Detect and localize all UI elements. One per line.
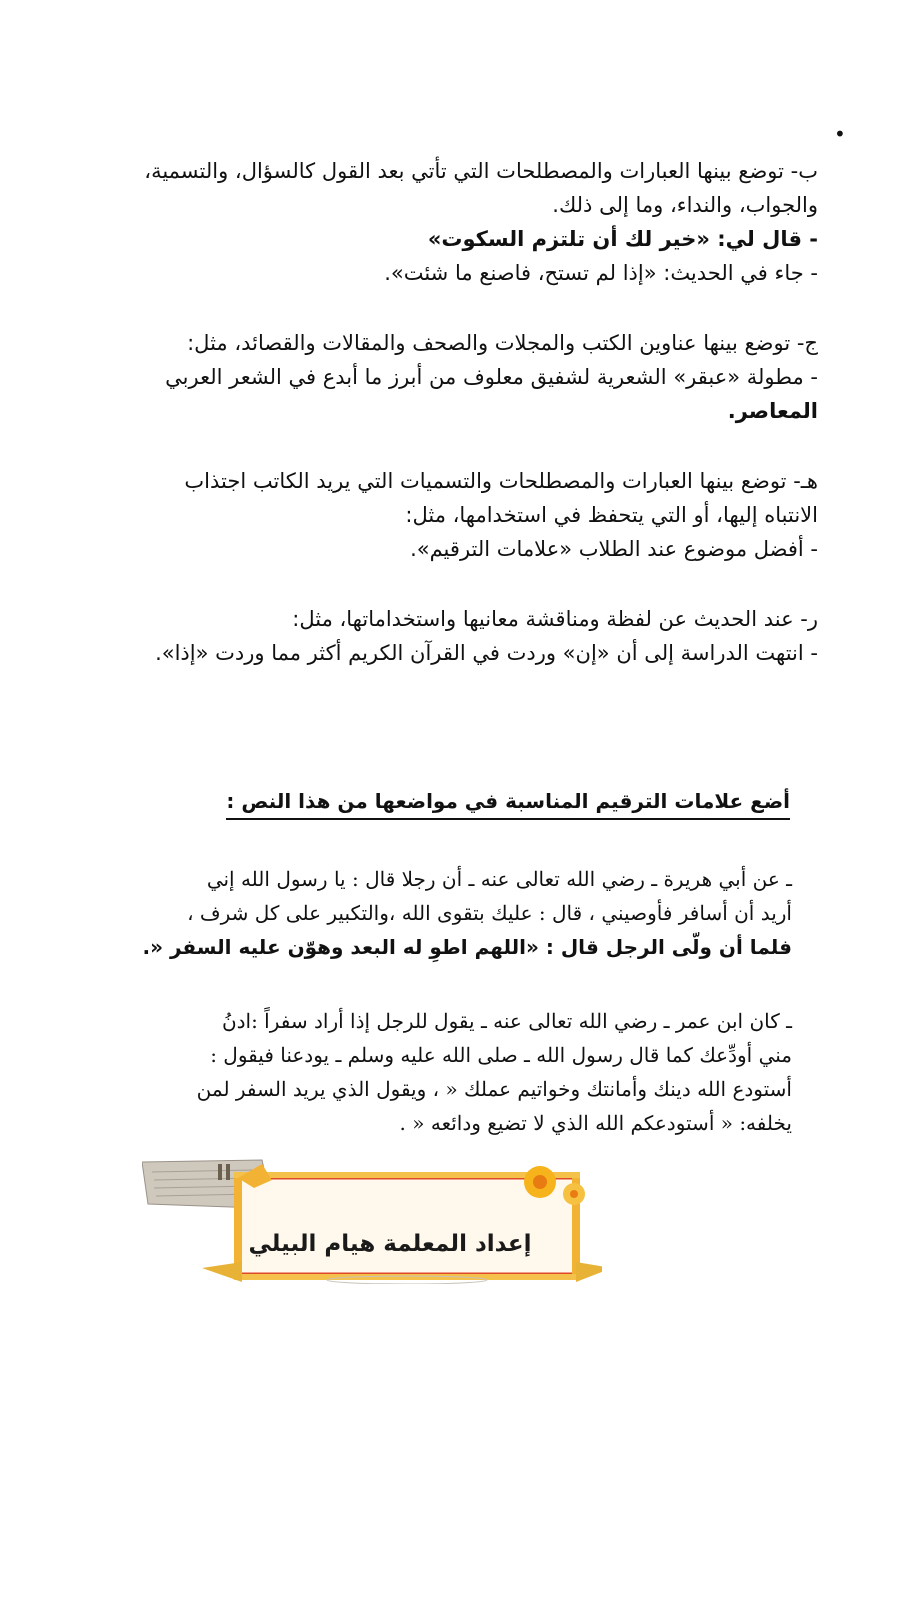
exercise-p1-line1: ـ عن أبي هريرة ـ رضي الله تعالى عنه ـ أن رجلا قال : يا رسول الله إني bbox=[206, 867, 792, 891]
rule-j-line1: ج- توضع بينها عناوين الكتب والمجلات والصحف والمقالات والقصائد، مثل: bbox=[187, 331, 818, 355]
rule-h-line1: هـ- توضع بينها العبارات والمصطلحات والتسميات التي يريد الكاتب اجتذاب bbox=[184, 469, 818, 493]
rule-b-example1: - قال لي: «خير لك أن تلتزم السكوت» bbox=[427, 227, 818, 251]
exercise-p2-line2: مني أودِّعك كما قال رسول الله ـ صلى الله عليه وسلم ـ يودعنا فيقول : bbox=[210, 1043, 792, 1067]
rule-r-example: - انتهت الدراسة إلى أن «إن» وردت في القرآن الكريم أكثر مما وردت «إذا». bbox=[155, 641, 818, 665]
rule-b-line1: ب- توضع بينها العبارات والمصطلحات التي تأتي بعد القول كالسؤال، والتسمية، bbox=[144, 159, 818, 183]
rule-h-line2: الانتباه إليها، أو التي يتحفظ في استخدامها، مثل: bbox=[405, 503, 818, 527]
rule-j-example-line1: - مطولة «عبقر» الشعرية لشفيق معلوف من أبرز ما أبدع في الشعر العربي bbox=[165, 365, 818, 389]
exercise-p2-line1: ـ كان ابن عمر ـ رضي الله تعالى عنه ـ يقول للرجل إذا أراد سفراً :ادنُ bbox=[221, 1009, 792, 1033]
rule-j-example-line2: المعاصر. bbox=[727, 399, 818, 423]
rule-h-example: - أفضل موضوع عند الطلاب «علامات الترقيم». bbox=[410, 537, 818, 561]
exercise-p1-line2: أريد أن أسافر فأوصيني ، قال : عليك بتقوى الله ،والتكبير على كل شرف ، bbox=[187, 901, 792, 925]
exercise-p1-line3: فلما أن ولّى الرجل قال : «اللهم اطوِ له البعد وهوّن عليه السفر «. bbox=[142, 935, 792, 959]
banner-label: إعداد المعلمة هيام البيلي bbox=[248, 1231, 532, 1257]
rule-r-line1: ر- عند الحديث عن لفظة ومناقشة معانيها واستخداماتها، مثل: bbox=[292, 607, 818, 631]
exercise-p2-line4: يخلفه: « أستودعكم الله الذي لا تضيع ودائعه « . bbox=[399, 1111, 792, 1135]
exercise-title: أضع علامات الترقيم المناسبة في مواضعها من هذا النص : bbox=[226, 786, 790, 820]
rule-b-line2: والجواب، والنداء، وما إلى ذلك. bbox=[552, 193, 818, 217]
punctuation-rules-section bbox=[78, 154, 818, 670]
exercise-p2-line3: أستودع الله دينك وأمانتك وخواتيم عملك « ، ويقول الذي يريد السفر لمن bbox=[196, 1077, 792, 1101]
bullet-marker: • bbox=[834, 122, 846, 146]
author-banner bbox=[142, 1158, 602, 1284]
exercise-paragraph-1 bbox=[72, 862, 792, 964]
rule-b-example2: - جاء في الحديث: «إذا لم تستح، فاصنع ما شئت». bbox=[384, 261, 818, 285]
exercise-paragraph-2 bbox=[72, 1004, 792, 1140]
